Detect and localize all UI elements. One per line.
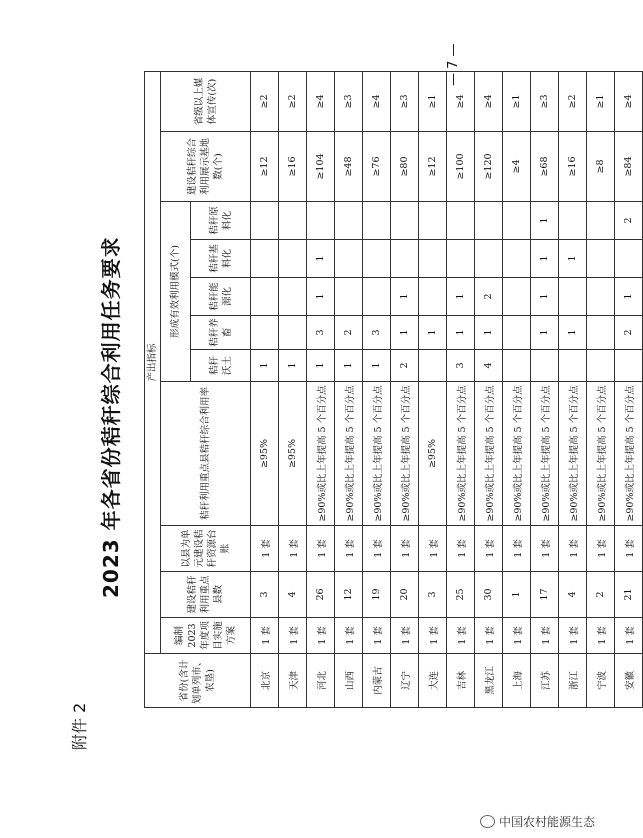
cell-province: 浙江 (559, 654, 587, 708)
cell-ledger: 1 套 (559, 526, 587, 572)
cell-counties: 20 (391, 572, 419, 618)
cell-rate: ≥90%或比上年提高 5 个百分点 (531, 382, 559, 526)
cell-province: 河北 (307, 654, 335, 708)
header-ledger: 以县为单元建设秸秆资源台账 (161, 526, 251, 572)
cell-mode-substrate (251, 240, 279, 278)
cell-mode-feed: 3 (307, 316, 335, 350)
cell-demo: ≥16 (279, 132, 307, 202)
cell-mode-energy: 1 (531, 278, 559, 316)
cell-mode-substrate (587, 240, 615, 278)
cell-rate: ≥90%或比上年提高 5 个百分点 (559, 382, 587, 526)
header-mode-feed: 秸秆养畜 (191, 316, 251, 350)
cell-demo: ≥120 (475, 132, 503, 202)
cell-publicity: ≥3 (335, 71, 363, 131)
header-mode-group: 形成有效利用模式(个) (161, 202, 191, 382)
cell-rate: ≥90%或比上年提高 5 个百分点 (615, 382, 643, 526)
cell-mode-material (363, 202, 391, 240)
cell-counties: 4 (279, 572, 307, 618)
cell-counties: 4 (559, 572, 587, 618)
cell-ledger: 1 套 (531, 526, 559, 572)
cell-plan: 1 套 (615, 618, 643, 654)
cell-demo: ≥104 (307, 132, 335, 202)
cell-province: 吉林 (447, 654, 475, 708)
cell-ledger: 1 套 (615, 526, 643, 572)
cell-mode-energy: 2 (475, 278, 503, 316)
cell-mode-material (335, 202, 363, 240)
cell-plan: 1 套 (475, 618, 503, 654)
cell-counties: 12 (335, 572, 363, 618)
table-row (531, 71, 559, 707)
cell-province: 山西 (335, 654, 363, 708)
cell-mode-energy (251, 278, 279, 316)
header-mode-energy: 秸秆能源化 (191, 278, 251, 316)
cell-mode-material: 2 (615, 202, 643, 240)
cell-counties: 21 (615, 572, 643, 618)
cell-mode-material (419, 202, 447, 240)
cell-province: 内蒙古 (363, 654, 391, 708)
cell-mode-fertility: 2 (391, 350, 419, 382)
cell-demo: ≥80 (391, 132, 419, 202)
cell-mode-substrate (447, 240, 475, 278)
cell-mode-feed: 3 (363, 316, 391, 350)
cell-plan: 1 套 (503, 618, 531, 654)
cell-mode-fertility (615, 350, 643, 382)
cell-publicity: ≥3 (531, 71, 559, 131)
table-row (503, 71, 531, 707)
cell-mode-energy (419, 278, 447, 316)
header-mode-substrate: 秸秆基料化 (191, 240, 251, 278)
cell-mode-fertility: 1 (307, 350, 335, 382)
cell-ledger: 1 套 (251, 526, 279, 572)
cell-counties: 1 (503, 572, 531, 618)
cell-counties: 30 (475, 572, 503, 618)
table-row (335, 71, 363, 707)
cell-mode-fertility: 1 (363, 350, 391, 382)
cell-publicity: ≥4 (363, 71, 391, 131)
cell-publicity: ≥2 (279, 71, 307, 131)
cell-publicity: ≥4 (307, 71, 335, 131)
header-plan: 编制 2023 年度项目实施方案 (161, 618, 251, 654)
cell-plan: 1 套 (363, 618, 391, 654)
cell-mode-feed: 2 (335, 316, 363, 350)
cell-demo: ≥100 (447, 132, 475, 202)
cell-counties: 3 (419, 572, 447, 618)
cell-rate: ≥90%或比上年提高 5 个百分点 (503, 382, 531, 526)
cell-demo: ≥12 (419, 132, 447, 202)
cell-ledger: 1 套 (391, 526, 419, 572)
cell-mode-feed (279, 316, 307, 350)
table-row (251, 71, 279, 707)
watermark (480, 813, 595, 830)
cell-mode-feed: 1 (531, 316, 559, 350)
wechat-icon (480, 815, 495, 828)
cell-mode-material (587, 202, 615, 240)
table-row (587, 71, 615, 707)
cell-plan: 1 套 (447, 618, 475, 654)
cell-publicity: ≥1 (419, 71, 447, 131)
table-row (391, 71, 419, 707)
cell-demo: ≥16 (559, 132, 587, 202)
task-table (144, 71, 643, 708)
cell-counties: 25 (447, 572, 475, 618)
cell-mode-feed: 1 (419, 316, 447, 350)
cell-publicity: ≥2 (251, 71, 279, 131)
cell-rate: ≥90%或比上年提高 5 个百分点 (335, 382, 363, 526)
header-output-group: 产出指标 (145, 71, 161, 653)
cell-mode-substrate (475, 240, 503, 278)
cell-mode-substrate: 1 (307, 240, 335, 278)
cell-mode-energy (559, 278, 587, 316)
cell-publicity: ≥3 (391, 71, 419, 131)
cell-mode-energy (363, 278, 391, 316)
header-demo: 建设秸秆综合利用展示基地数(个) (161, 132, 251, 202)
cell-mode-energy: 1 (391, 278, 419, 316)
cell-rate: ≥90%或比上年提高 5 个百分点 (363, 382, 391, 526)
cell-ledger: 1 套 (503, 526, 531, 572)
cell-mode-fertility (531, 350, 559, 382)
cell-mode-material (503, 202, 531, 240)
cell-rate: ≥95% (419, 382, 447, 526)
table-row (419, 71, 447, 707)
cell-plan: 1 套 (587, 618, 615, 654)
cell-rate: ≥90%或比上年提高 5 个百分点 (307, 382, 335, 526)
cell-publicity: ≥4 (615, 71, 643, 131)
cell-province: 宁波 (587, 654, 615, 708)
header-mode-material: 秸秆原料化 (191, 202, 251, 240)
cell-counties: 26 (307, 572, 335, 618)
cell-ledger: 1 套 (447, 526, 475, 572)
cell-province: 安徽 (615, 654, 643, 708)
cell-rate: ≥90%或比上年提高 5 个百分点 (447, 382, 475, 526)
cell-counties: 17 (531, 572, 559, 618)
cell-mode-material (307, 202, 335, 240)
table-row (447, 71, 475, 707)
table-row (363, 71, 391, 707)
cell-publicity: ≥2 (559, 71, 587, 131)
cell-plan: 1 套 (559, 618, 587, 654)
cell-mode-substrate (503, 240, 531, 278)
cell-demo: ≥8 (587, 132, 615, 202)
cell-province: 天津 (279, 654, 307, 708)
cell-plan: 1 套 (251, 618, 279, 654)
cell-mode-fertility: 1 (279, 350, 307, 382)
cell-plan: 1 套 (531, 618, 559, 654)
cell-mode-fertility (587, 350, 615, 382)
cell-mode-feed (251, 316, 279, 350)
cell-mode-energy (279, 278, 307, 316)
cell-rate: ≥95% (279, 382, 307, 526)
cell-mode-energy: 1 (615, 278, 643, 316)
cell-mode-energy (335, 278, 363, 316)
cell-mode-substrate: 1 (559, 240, 587, 278)
watermark-text: 中国农村能源生态 (498, 815, 595, 829)
cell-counties: 19 (363, 572, 391, 618)
cell-demo: ≥12 (251, 132, 279, 202)
cell-province: 上海 (503, 654, 531, 708)
cell-ledger: 1 套 (279, 526, 307, 572)
cell-demo: ≥84 (615, 132, 643, 202)
cell-mode-material: 1 (531, 202, 559, 240)
cell-mode-fertility (419, 350, 447, 382)
cell-mode-feed: 1 (559, 316, 587, 350)
cell-mode-material (391, 202, 419, 240)
cell-rate: ≥95% (251, 382, 279, 526)
cell-mode-substrate (279, 240, 307, 278)
cell-mode-material (251, 202, 279, 240)
table-row (279, 71, 307, 707)
cell-mode-feed: 1 (447, 316, 475, 350)
cell-province: 大连 (419, 654, 447, 708)
cell-province: 黑龙江 (475, 654, 503, 708)
cell-mode-material (559, 202, 587, 240)
cell-mode-fertility: 1 (251, 350, 279, 382)
cell-ledger: 1 套 (307, 526, 335, 572)
cell-province: 辽宁 (391, 654, 419, 708)
cell-mode-energy: 1 (447, 278, 475, 316)
cell-ledger: 1 套 (475, 526, 503, 572)
header-province: 省份(含计划单列市、农垦) (145, 654, 251, 708)
cell-publicity: ≥1 (587, 71, 615, 131)
cell-mode-feed (503, 316, 531, 350)
cell-mode-substrate (391, 240, 419, 278)
cell-demo: ≥4 (503, 132, 531, 202)
cell-rate: ≥90%或比上年提高 5 个百分点 (587, 382, 615, 526)
cell-counties: 2 (587, 572, 615, 618)
cell-rate: ≥90%或比上年提高 5 个百分点 (391, 382, 419, 526)
cell-mode-energy (587, 278, 615, 316)
cell-demo: ≥48 (335, 132, 363, 202)
cell-mode-material (475, 202, 503, 240)
cell-province: 江苏 (531, 654, 559, 708)
cell-publicity: ≥4 (447, 71, 475, 131)
table-row (307, 71, 335, 707)
cell-mode-material (279, 202, 307, 240)
cell-mode-substrate (363, 240, 391, 278)
cell-rate: ≥90%或比上年提高 5 个百分点 (475, 382, 503, 526)
cell-mode-fertility: 1 (335, 350, 363, 382)
cell-plan: 1 套 (419, 618, 447, 654)
cell-publicity: ≥1 (503, 71, 531, 131)
cell-mode-fertility (503, 350, 531, 382)
cell-mode-substrate (615, 240, 643, 278)
cell-demo: ≥76 (363, 132, 391, 202)
cell-counties: 3 (251, 572, 279, 618)
cell-mode-feed: 1 (391, 316, 419, 350)
table-row (615, 71, 643, 707)
cell-mode-substrate (335, 240, 363, 278)
cell-province: 北京 (251, 654, 279, 708)
cell-plan: 1 套 (391, 618, 419, 654)
cell-mode-fertility (559, 350, 587, 382)
cell-mode-energy: 1 (307, 278, 335, 316)
cell-mode-fertility: 3 (447, 350, 475, 382)
cell-ledger: 1 套 (419, 526, 447, 572)
header-mode-fertility: 秸秆沃土 (191, 350, 251, 382)
cell-mode-fertility: 4 (475, 350, 503, 382)
cell-plan: 1 套 (307, 618, 335, 654)
page-number: — 7 — (446, 43, 461, 86)
cell-mode-substrate (419, 240, 447, 278)
cell-ledger: 1 套 (587, 526, 615, 572)
cell-mode-energy (503, 278, 531, 316)
table-row (475, 71, 503, 707)
cell-ledger: 1 套 (335, 526, 363, 572)
page-title: 2023 年各省份秸秆综合利用任务要求 (99, 236, 123, 598)
cell-mode-substrate: 1 (531, 240, 559, 278)
table-row (559, 71, 587, 707)
cell-plan: 1 套 (335, 618, 363, 654)
header-rate: 秸秆利用重点县秸秆综合利用率 (161, 382, 251, 526)
cell-mode-feed (587, 316, 615, 350)
cell-plan: 1 套 (279, 618, 307, 654)
cell-mode-material (447, 202, 475, 240)
header-publicity: 省级以上媒体宣传(次) (161, 71, 251, 131)
attachment-label: 附件 2 (70, 702, 89, 750)
header-counties: 建设秸秆利用重点县数 (161, 572, 251, 618)
cell-ledger: 1 套 (363, 526, 391, 572)
cell-demo: ≥68 (531, 132, 559, 202)
cell-mode-feed: 2 (615, 316, 643, 350)
cell-mode-feed: 1 (475, 316, 503, 350)
cell-publicity: ≥4 (475, 71, 503, 131)
